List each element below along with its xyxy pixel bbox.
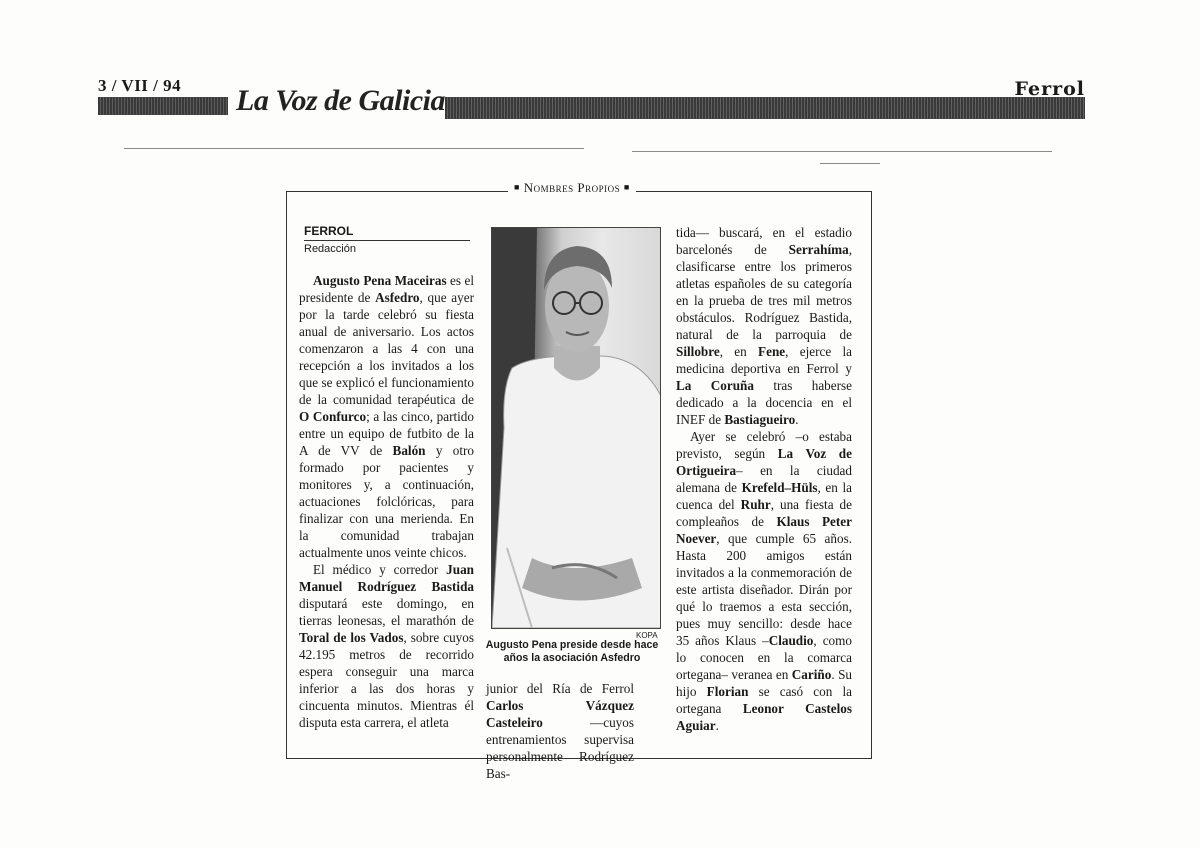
text-run: . Su hijo [676, 667, 852, 699]
text-run: . [795, 412, 799, 427]
text-run: El médico y corredor [313, 562, 447, 577]
portrait-photo [491, 227, 661, 629]
bold-name: Carlos Vázquez Casteleiro [486, 698, 634, 730]
masthead-bar-right [445, 97, 1085, 119]
text-run: tras haberse dedicado a la docencia en el INEF de [676, 378, 853, 427]
text-run: , en la cuenca del [676, 480, 852, 512]
bold-name: Sillobre [676, 344, 720, 359]
bold-name: O Confurco [299, 409, 367, 424]
bold-name: La Voz de Ortigueira [676, 446, 852, 478]
byline [304, 224, 470, 255]
text-run: tida— buscará, en el estadio barcelonés de [676, 225, 852, 257]
bold-name: Fene [758, 344, 786, 359]
divider-rule [820, 163, 880, 164]
text-run: , una fiesta de compleaños de [676, 497, 852, 529]
portrait-illustration [492, 228, 661, 629]
article-column-3 [676, 224, 852, 734]
text-run: Ayer se celebró –o estaba previsto, según [676, 429, 852, 461]
text-run: disputará este domingo, en tierras leonesas, el marathón de [299, 596, 474, 628]
rubric-bullet-left: ■ [514, 182, 520, 192]
byline-desk: Redacción [304, 243, 356, 255]
masthead [0, 0, 1200, 130]
bold-name: Augusto Pena Maceiras [313, 273, 447, 288]
text-run: , que cumple 65 años. Hasta 200 amigos están invitados a la conmemoración de este artista diseñador. Dirán por qué lo traemos a esta sección, pues muy sencillo: desde hace 35 años Klaus – [676, 531, 852, 648]
byline-city: FERROL [304, 224, 354, 238]
photo-caption: Augusto Pena preside desde hace años la asociación Asfedro [485, 639, 659, 664]
article-column-1 [299, 272, 474, 731]
text-run: , clasificarse entre los primeros atletas españoles de su categoría en la prueba de tres mil metros obstáculos. Rodríguez Bastida, natural de la parroquia de [676, 242, 852, 342]
newspaper-logo: La Voz de Galicia [236, 84, 445, 117]
bold-name: Leonor Castelos Aguiar [676, 701, 852, 733]
issue-date: 3 / VII / 94 [98, 76, 182, 95]
article-column-2 [486, 680, 634, 782]
text-run: , como lo conocen en la comarca ortegana– veranea en [676, 633, 852, 682]
text-run: , en [719, 344, 759, 359]
bold-name: Claudio [768, 633, 814, 648]
bold-name: Klaus Peter Noever [676, 514, 852, 546]
bold-name: Toral de los Vados [299, 630, 404, 645]
text-run: . [715, 718, 719, 733]
text-run: – en la ciudad alemana de [676, 463, 852, 495]
bold-name: Krefeld–Hüls [741, 480, 818, 495]
rubric-bullet-right: ■ [623, 182, 630, 192]
text-run: —cuyos entrenamientos supervisa personalmente Rodríguez Bas- [486, 715, 634, 781]
divider-rule [632, 151, 1052, 152]
bold-name: Asfedro [375, 290, 420, 305]
bold-name: Florian [706, 684, 749, 699]
divider-rule [124, 148, 584, 149]
rubric-title: Nombres Propios [523, 180, 621, 195]
text-run: es el presidente de [299, 273, 474, 305]
article-paragraph [486, 680, 634, 782]
text-run: ; a las cinco, partido entre un equipo de futbito de la A de VV de [299, 409, 474, 458]
bold-name: Balón [392, 443, 426, 458]
section-rubric [508, 180, 636, 196]
text-run: y otro formado por pacientes y monitores y, a continuación, actuaciones folclóricas, para finalizar con una merienda. En la comunidad trabajan actualmente unos veinte chicos. [299, 443, 474, 560]
text-run: , que ayer por la tarde celebró su fiesta anual de aniversario. Los actos comenzaron a las 4 con una recepción a los invitados a los que se explicó el funcionamiento de la comunidad terapéutica de [299, 290, 474, 407]
text-run: se casó con la ortegana [676, 684, 853, 716]
text-run: , ejerce la medicina deportiva en Ferrol y [676, 344, 852, 376]
bold-name: Cariño [791, 667, 832, 682]
bold-name: Juan Manuel Rodríguez Bastida [299, 562, 474, 594]
article-paragraph [299, 561, 474, 731]
bold-name: La Coruña [676, 378, 754, 393]
bold-name: Bastiagueiro [724, 412, 796, 427]
text-run: junior del Ría de Ferrol [486, 681, 634, 696]
section-name: Ferrol [1014, 78, 1085, 100]
bold-name: Serrahíma [788, 242, 849, 257]
article-paragraph [676, 224, 852, 428]
byline-rule [304, 240, 470, 241]
photo-credit: KOPA [636, 631, 658, 640]
article-paragraph [299, 272, 474, 561]
text-run: , sobre cuyos 42.195 metros de recorrido espera conseguir una marca inferior a las dos horas y cincuenta minutos. Mientras él disputa esta carrera, el atleta [299, 630, 474, 730]
masthead-bar-left [98, 97, 228, 115]
article-paragraph [676, 428, 852, 734]
bold-name: Ruhr [740, 497, 771, 512]
